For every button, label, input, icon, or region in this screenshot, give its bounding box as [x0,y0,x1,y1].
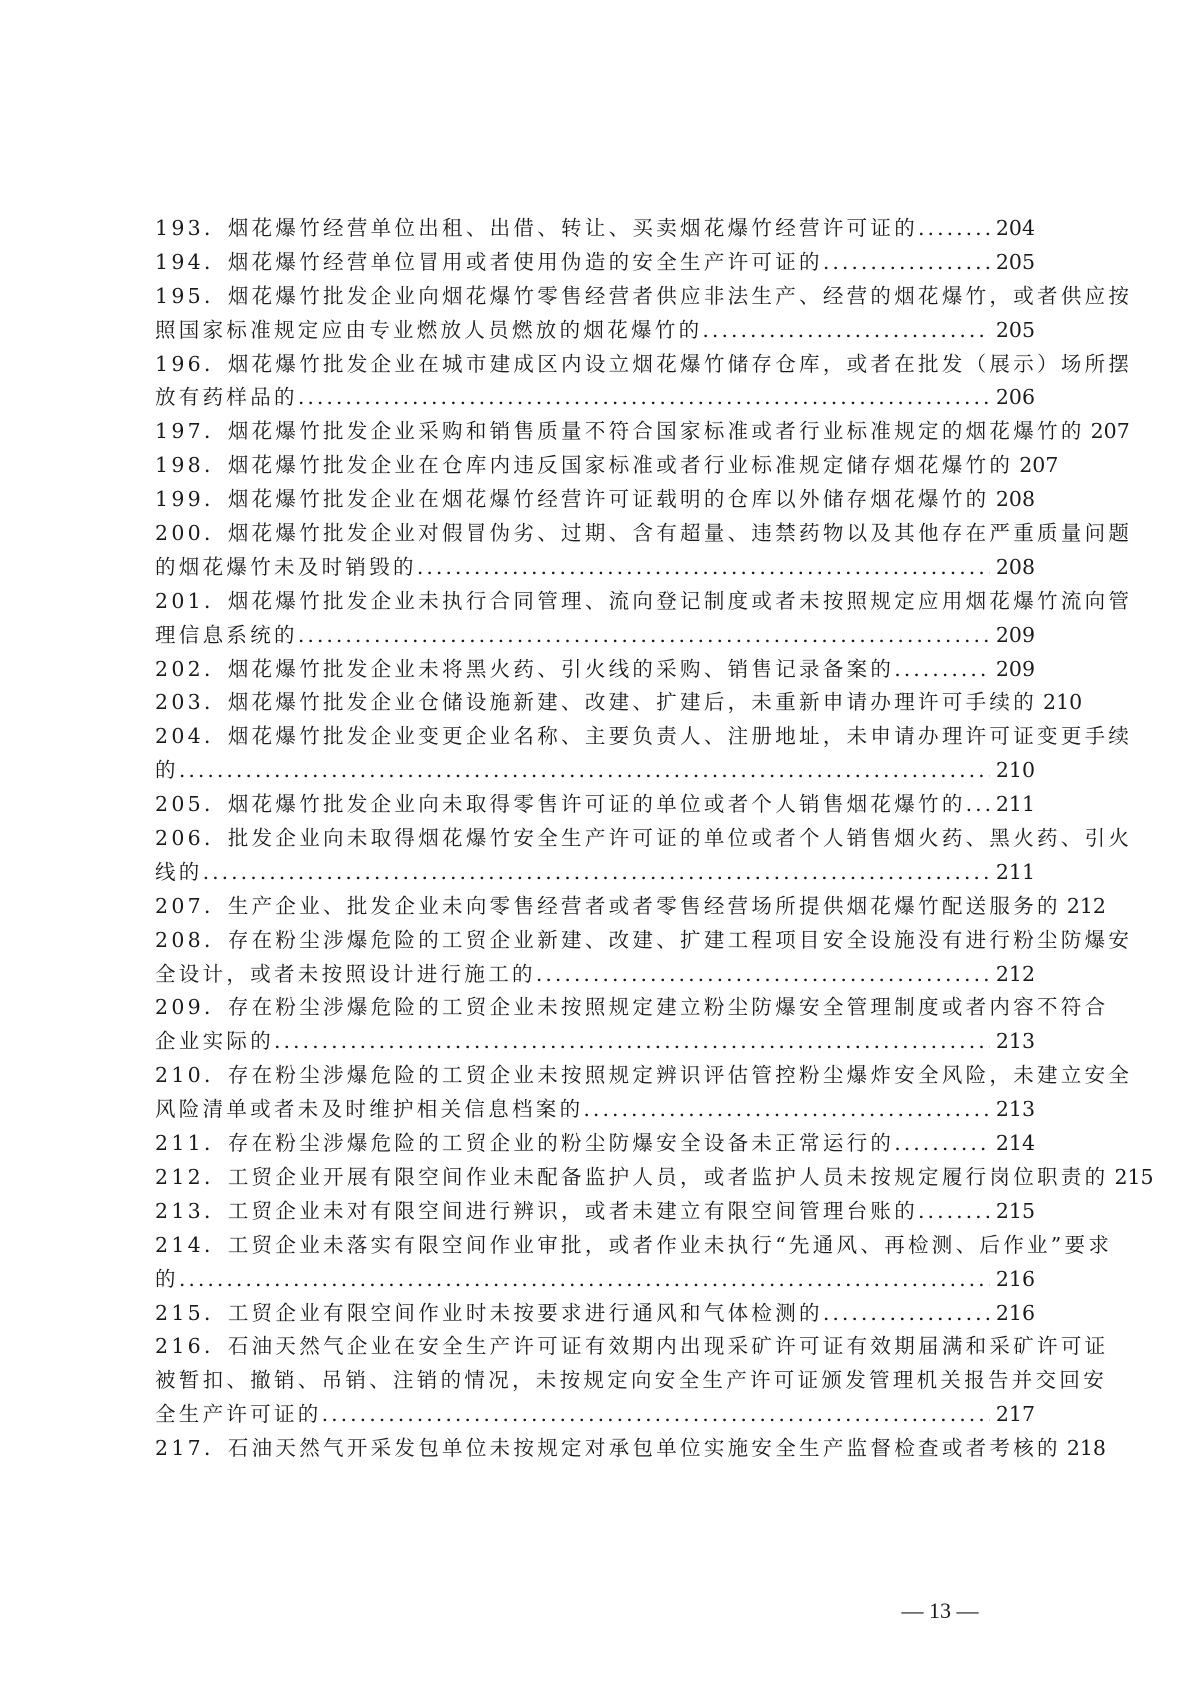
toc-entry-line [155,1059,1133,1093]
toc-entry-title: 212．工贸企业开展有限空间作业未配备监护人员，或者监护人员未按规定履行岗位职责的 [155,1164,1109,1189]
toc-entry[interactable] [155,1229,1113,1297]
dot-leader [583,1093,989,1127]
toc-entry[interactable] [155,483,1035,517]
toc-entry-line [155,958,1035,992]
dot-leader [894,653,990,687]
toc-page-number: 206 [995,385,1035,410]
toc-entry-title: 203．烟花爆竹批发企业仓储设施新建、改建、扩建后，未重新申请办理许可手续的 [155,690,1038,715]
toc-entry[interactable] [155,720,1133,788]
toc-page-number: 207 [1090,419,1130,444]
page-number: — 13 — [901,1598,979,1623]
toc-entry[interactable] [155,1297,1035,1331]
dot-leader [918,1195,990,1229]
toc-entry-line [155,890,1106,924]
toc-page-number: 205 [995,317,1035,342]
toc-entry-title: 全生产许可证的 [155,1402,322,1427]
toc-entry[interactable] [155,991,1109,1059]
toc-entry-line [155,381,1035,415]
dot-leader [823,246,990,280]
toc-entry[interactable] [155,280,1133,348]
toc-entry-line [155,653,1035,687]
toc-entry-title: 196．烟花爆竹批发企业在城市建成区内设立烟花爆竹储存仓库，或者在批发（展示）场所摆 [155,351,1133,376]
dot-leader [966,788,990,822]
toc-page-number: 211 [995,859,1035,884]
dot-leader [179,754,990,788]
toc-entry-title: 215．工贸企业有限空间作业时未按要求进行通风和气体检测的 [155,1300,823,1325]
toc-page-number: 213 [995,1097,1035,1122]
toc-entry-title: 216．石油天然气企业在安全生产许可证有效期内出现采矿许可证有效期届满和采矿许可证 [155,1334,1109,1359]
toc-entry[interactable] [155,1330,1109,1432]
toc-entry-line [155,585,1133,619]
toc-page-number: 214 [995,1131,1035,1156]
dot-leader [298,381,990,415]
toc-entry-title: 被暂扣、撤销、吊销、注销的情况，未按规定向安全生产许可证颁发管理机关报告并交回安 [155,1368,1107,1393]
toc-entry-line [155,1161,1154,1195]
toc-entry[interactable] [155,822,1133,890]
toc-entry-line [155,314,1035,348]
toc-entry-title: 211．存在粉尘涉爆危险的工贸企业的粉尘防爆安全设备未正常运行的 [155,1131,895,1156]
toc-entry[interactable] [155,1432,1106,1466]
toc-entry-title: 214．工贸企业未落实有限空间作业审批，或者作业未执行“先通风、再检测、后作业”要求 [155,1232,1113,1257]
toc-entry[interactable] [155,1195,1035,1229]
toc-entry-line [155,856,1035,890]
toc-entry-title: 线的 [155,859,203,884]
toc-entry-line [155,1025,1035,1059]
toc-entry[interactable] [155,585,1133,653]
toc-entry-line [155,924,1133,958]
toc-entry-line [155,720,1133,754]
dot-leader [918,212,990,246]
toc-page-number: 216 [995,1266,1035,1291]
toc-entry[interactable] [155,348,1133,416]
toc-entry[interactable] [155,924,1133,992]
toc-entry-line [155,1297,1035,1331]
toc-entry-title: 207．生产企业、批发企业未向零售经营者或者零售经营场所提供烟花爆竹配送服务的 [155,893,1061,918]
table-of-contents [155,212,1154,1466]
toc-page-number: 209 [995,656,1035,681]
toc-entry-title: 206．批发企业向未取得烟花爆竹安全生产许可证的单位或者个人销售烟火药、黑火药、引火 [155,826,1133,851]
toc-page-number: 218 [1066,1436,1106,1461]
toc-entry-line [155,1330,1109,1364]
toc-entry[interactable] [155,1059,1133,1127]
toc-page-number: 211 [995,792,1035,817]
toc-entry-title: 210．存在粉尘涉爆危险的工贸企业未按照规定辨识评估管控粉尘爆炸安全风险，未建立安全 [155,1063,1133,1088]
toc-entry-title: 198．烟花爆竹批发企业在仓库内违反国家标准或者行业标准规定储存烟花爆竹的 [155,453,1014,478]
dot-leader [298,619,990,653]
toc-entry-title: 风险清单或者未及时维护相关信息档案的 [155,1097,584,1122]
toc-entry[interactable] [155,212,1035,246]
toc-entry[interactable] [155,653,1035,687]
toc-entry-title: 202．烟花爆竹批发企业未将黑火药、引火线的采购、销售记录备案的 [155,656,895,681]
toc-entry[interactable] [155,415,1130,449]
toc-entry[interactable] [155,517,1133,585]
toc-entry-line [155,1195,1035,1229]
toc-entry-line [155,415,1130,449]
toc-entry-line [155,822,1133,856]
dot-leader [536,958,990,992]
dot-leader [179,1263,990,1297]
toc-entry-line [155,348,1133,382]
toc-entry[interactable] [155,1127,1035,1161]
toc-entry[interactable] [155,449,1059,483]
toc-entry-title: 理信息系统的 [155,622,298,647]
toc-entry[interactable] [155,788,1035,822]
toc-entry-title: 照国家标准规定应由专业燃放人员燃放的烟花爆竹的 [155,317,703,342]
toc-entry-title: 199．烟花爆竹批发企业在烟花爆竹经营许可证载明的仓库以外储存烟花爆竹的 [155,487,990,512]
toc-entry-title: 全设计，或者未按照设计进行施工的 [155,961,536,986]
toc-entry-title: 217．石油天然气开采发包单位未按规定对承包单位实施安全生产监督检查或者考核的 [155,1436,1061,1461]
toc-entry[interactable] [155,246,1035,280]
toc-entry-line [155,1229,1113,1263]
toc-entry-line [155,1093,1035,1127]
toc-entry-line [155,686,1083,720]
toc-entry-line [155,280,1133,314]
toc-entry-line [155,212,1035,246]
toc-page-number: 209 [995,622,1035,647]
toc-entry-title: 209．存在粉尘涉爆危险的工贸企业未按照规定建立粉尘防爆安全管理制度或者内容不符合 [155,995,1109,1020]
toc-entry-line [155,1364,1107,1398]
dot-leader [894,1127,990,1161]
toc-entry-title: 205．烟花爆竹批发企业向未取得零售许可证的单位或者个人销售烟花爆竹的 [155,792,966,817]
toc-page-number: 216 [995,1300,1035,1325]
toc-entry-line [155,1398,1035,1432]
toc-entry-title: 197．烟花爆竹批发企业采购和销售质量不符合国家标准或者行业标准规定的烟花爆竹的 [155,419,1085,444]
toc-page-number: 215 [1114,1164,1154,1189]
toc-page-number: 207 [1019,453,1059,478]
toc-page-number: 217 [995,1402,1035,1427]
dot-leader [322,1398,990,1432]
toc-entry-title: 企业实际的 [155,1029,274,1054]
toc-entry-title: 放有药样品的 [155,385,298,410]
toc-entry-title: 的烟花爆竹未及时销毁的 [155,554,417,579]
toc-page-number: 210 [1043,690,1083,715]
dot-leader [274,1025,990,1059]
toc-page-number: 215 [995,1198,1035,1223]
toc-page-number: 210 [995,758,1035,783]
toc-entry-line [155,449,1059,483]
toc-page-number: 205 [995,249,1035,274]
toc-entry-title: 200．烟花爆竹批发企业对假冒伪劣、过期、含有超量、违禁药物以及其他存在严重质量问题 [155,521,1133,546]
toc-entry[interactable] [155,890,1106,924]
toc-entry[interactable] [155,1161,1154,1195]
toc-entry-line [155,1263,1035,1297]
toc-entry-title: 194．烟花爆竹经营单位冒用或者使用伪造的安全生产许可证的 [155,249,823,274]
dot-leader [203,856,990,890]
toc-entry-line [155,1432,1106,1466]
toc-entry-line [155,517,1133,551]
toc-entry-title: 的 [155,758,179,783]
toc-entry-line [155,551,1035,585]
toc-entry-title: 208．存在粉尘涉爆危险的工贸企业新建、改建、扩建工程项目安全设施没有进行粉尘防爆安 [155,927,1133,952]
toc-entry-line [155,991,1109,1025]
toc-page-number: 212 [1066,893,1106,918]
toc-entry-line [155,1127,1035,1161]
toc-page-number: 212 [995,961,1035,986]
toc-page-number: 213 [995,1029,1035,1054]
toc-page-number: 208 [995,554,1035,579]
toc-entry-title: 204．烟花爆竹批发企业变更企业名称、主要负责人、注册地址，未申请办理许可证变更手续 [155,724,1133,749]
dot-leader [823,1297,990,1331]
toc-entry-line [155,483,1035,517]
toc-entry-title: 213．工贸企业未对有限空间进行辨识，或者未建立有限空间管理台账的 [155,1198,919,1223]
toc-entry-line [155,619,1035,653]
toc-entry-title: 193．烟花爆竹经营单位出租、出借、转让、买卖烟花爆竹经营许可证的 [155,216,919,240]
toc-entry-title: 195．烟花爆竹批发企业向烟花爆竹零售经营者供应非法生产、经营的烟花爆竹，或者供应按 [155,283,1133,308]
toc-page-number: 208 [995,487,1035,512]
toc-entry-line [155,788,1035,822]
toc-entry-line [155,754,1035,788]
dot-leader [417,551,990,585]
toc-entry-title: 的 [155,1266,179,1291]
toc-page-number: 204 [995,216,1035,240]
toc-entry[interactable] [155,686,1083,720]
toc-entry-title: 201．烟花爆竹批发企业未执行合同管理、流向登记制度或者未按照规定应用烟花爆竹流向管 [155,588,1133,613]
toc-entry-line [155,246,1035,280]
dot-leader [702,314,989,348]
